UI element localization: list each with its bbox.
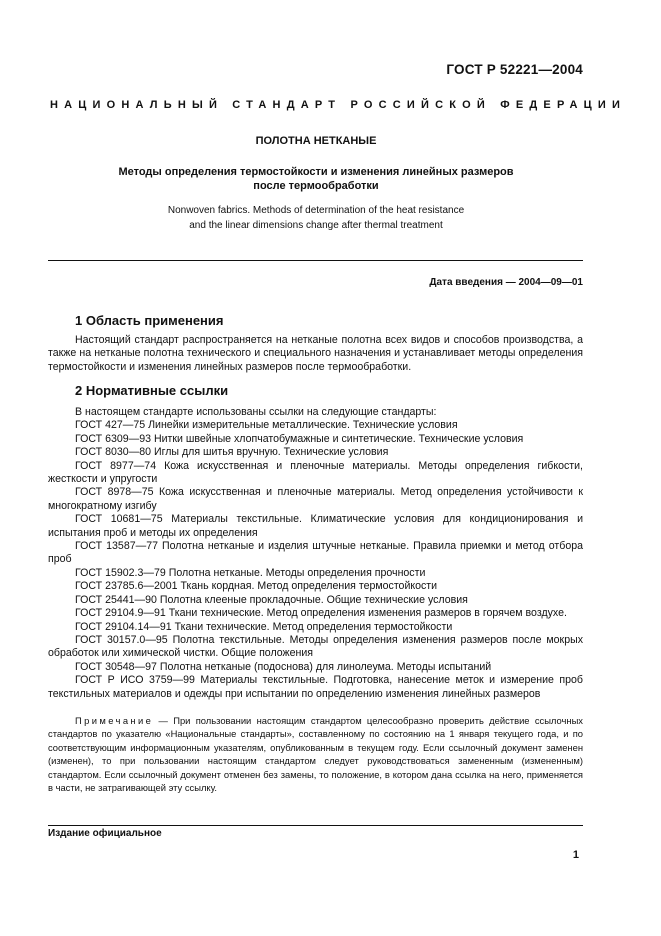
footer-divider [48, 825, 583, 826]
document-code: ГОСТ Р 52221—2004 [446, 62, 583, 77]
reference-item: ГОСТ 6309—93 Нитки швейные хлопчатобумажные и синтетические. Технические условия [75, 432, 524, 445]
document-subtitle [90, 165, 542, 193]
reference-item: ГОСТ 15902.3—79 Полотна нетканые. Методы определения прочности [75, 566, 426, 579]
section-1-heading: 1 Область применения [75, 313, 224, 328]
section-1-text: Настоящий стандарт распространяется на нетканые полотна всех видов и способов производства, а также на нетканые полотна технического и специального назначения и устанавливает методы определения термостойкости и изменения линейных размеров после термообработки. [48, 334, 583, 373]
reference-item: ГОСТ 8978—75 Кожа искусственная и пленочные материалы. Метод определения устойчивости к многократному изгибу [48, 486, 583, 512]
references-note [48, 714, 583, 794]
reference-item: ГОСТ 10681—75 Материалы текстильные. Климатические условия для кондиционирования и испытания проб и методы их определения [48, 513, 583, 539]
note-text: — При пользовании настоящим стандартом целесообразно проверить действие ссылочных стандартов по указателю «Национальные стандарты», составленному по состоянию на 1 января текущего года, и по соответствующим информационным указателям, опубликованным в текущем году. Если ссылочный документ заменен (изменен), то при пользовании настоящим стандартом следует руководствоваться замененным (измененным) стандартом. Если ссылочный документ отменен без замены, то положение, в котором дана ссылка на него, применяется в части, не затрагивающей эту ссылку. [48, 715, 583, 794]
reference-item: ГОСТ 25441—90 Полотна клееные прокладочные. Общие технические условия [75, 593, 468, 606]
reference-item: ГОСТ 427—75 Линейки измерительные металлические. Технические условия [75, 419, 458, 432]
reference-item: ГОСТ 13587—77 Полотна нетканые и изделия штучные нетканые. Правила приемки и метод отбора проб [48, 540, 583, 566]
reference-item: ГОСТ 29104.14—91 Ткани технические. Метод определения термостойкости [75, 620, 453, 633]
references-intro: В настоящем стандарте использованы ссылки на следующие стандарты: [75, 406, 437, 418]
reference-item: ГОСТ 8977—74 Кожа искусственная и пленочные материалы. Методы определения гибкости, жесткости и упругости [48, 459, 583, 486]
normative-references-list [48, 406, 583, 701]
english-title-line-1: Nonwoven fabrics. Methods of determination of the heat resistance [167, 205, 465, 216]
subtitle-line-1: Методы определения термостойкости и изменения линейных размеров [118, 166, 514, 178]
document-title: ПОЛОТНА НЕТКАНЫЕ [255, 135, 377, 147]
section-2-heading: 2 Нормативные ссылки [75, 383, 229, 398]
english-title-line-2: and the linear dimensions change after thermal treatment [189, 220, 443, 231]
reference-item: ГОСТ 30548—97 Полотна нетканые (подоснова) для линолеума. Методы испытаний [75, 660, 492, 673]
reference-item: ГОСТ 30157.0—95 Полотна текстильные. Методы определения изменения размеров после мокрых обработок или химической чистки. Общие положения [48, 633, 583, 660]
reference-item: ГОСТ Р ИСО 3759—99 Материалы текстильные. Подготовка, нанесение меток и измерение проб текстильных материалов и одежды при испытании по определению изменения линейных размеров [48, 674, 583, 700]
page-number: 1 [572, 849, 579, 861]
subtitle-line-2: после термообработки [253, 180, 379, 192]
introduction-date: Дата введения — 2004—09—01 [429, 277, 583, 288]
reference-item: ГОСТ 8030—80 Иглы для шитья вручную. Технические условия [75, 446, 389, 459]
national-standard-banner: НАЦИОНАЛЬНЫЙ СТАНДАРТ РОССИЙСКОЙ ФЕДЕРАЦИИ [50, 99, 627, 111]
english-title [90, 203, 542, 233]
note-label: Примечание [75, 715, 154, 726]
reference-item: ГОСТ 23785.6—2001 Ткань кордная. Метод определения термостойкости [75, 580, 438, 593]
header-divider [48, 260, 583, 261]
reference-item: ГОСТ 29104.9—91 Ткани технические. Метод определения изменения размеров в горячем воздухе. [75, 607, 567, 620]
official-edition-label: Издание официальное [48, 828, 162, 839]
